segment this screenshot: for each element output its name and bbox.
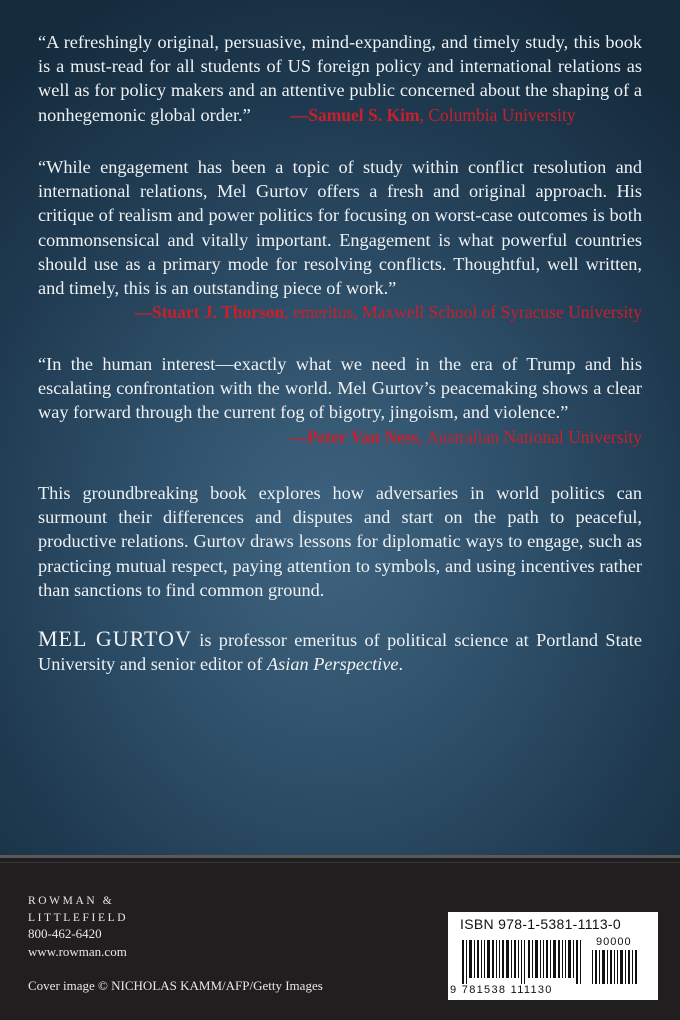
reviewer-name: —Samuel S. Kim: [290, 104, 420, 125]
isbn-text: ISBN 978-1-5381-1113-0: [460, 916, 621, 932]
publisher-contact: [28, 925, 127, 961]
barcode-icon: [458, 934, 648, 984]
book-description: This groundbreaking book explores how adversaries in world politics can surmount their differences and disputes and start on the path to peaceful, productive relations. Gurtov draws lessons for diplomatic ways to engage, such as practicing mutual respect, paying attention to symbols, and using incentives rather than sanctions to find common ground.: [38, 483, 642, 600]
review-quote: “A refreshingly original, persuasive, mind-expanding, and timely study, this book is a must-read for all students of US foreign policy and international relations as well as for policy makers and an attentive public concerned about the shaping of a nonhegemonic global order.”: [38, 32, 642, 125]
reviewer-affiliation: , Australian National University: [418, 426, 642, 447]
footer-band: [0, 855, 680, 1020]
review-quote: “In the human interest—exactly what we need in the era of Trump and his escalating confrontation with the world. Mel Gurtov’s peacemaking shows a clear way forward through the current fog of bigotry, jingoism, and violence.”: [38, 354, 642, 423]
publisher-name-line1: ROWMAN &: [28, 895, 115, 907]
review-van-ness: [38, 352, 642, 449]
author-bio-text: is professor emeritus of political science at Portland State University and senior editor of: [38, 630, 642, 675]
journal-title: Asian Perspective: [266, 654, 399, 675]
divider: [0, 862, 680, 863]
publisher-name-line2: LITTLEFIELD: [28, 912, 129, 924]
reviewer-affiliation: , emeritus, Maxwell School of Syracuse University: [284, 302, 642, 323]
barcode-block: [448, 912, 658, 1000]
publisher-logo: [28, 893, 128, 927]
barcode-digits: 9 781538 111130: [450, 984, 553, 996]
author-bio-end: .: [398, 654, 404, 675]
author-name: MEL GURTOV: [38, 626, 192, 651]
cover-credit: Cover image © NICHOLAS KAMM/AFP/Getty Images: [28, 978, 323, 993]
price-code: 90000: [596, 936, 632, 948]
publisher-phone: 800-462-6420: [28, 926, 102, 941]
reviewer-name: —Stuart J. Thorson: [134, 302, 285, 323]
review-attribution: [291, 105, 576, 125]
review-attribution: [38, 425, 642, 449]
reviewer-name: —Peter Van Ness: [289, 426, 419, 447]
author-bio: [38, 627, 642, 676]
publisher-website: www.rowman.com: [28, 944, 127, 959]
reviewer-affiliation: , Columbia University: [419, 104, 576, 125]
review-quote: “While engagement has been a topic of study within conflict resolution and international relations, Mel Gurtov offers a fresh and original approach. His critique of realism and power politics for focusing on worst-case outcomes is both commonsensical and vitally important. Engagement is what powerful countries should use as a primary mode for resolving conflicts. Thoughtful, well written, and timely, this is an outstanding piece of work.”: [38, 157, 642, 299]
review-attribution: [38, 300, 642, 324]
review-thorson: [38, 155, 642, 324]
review-kim: [38, 30, 642, 127]
